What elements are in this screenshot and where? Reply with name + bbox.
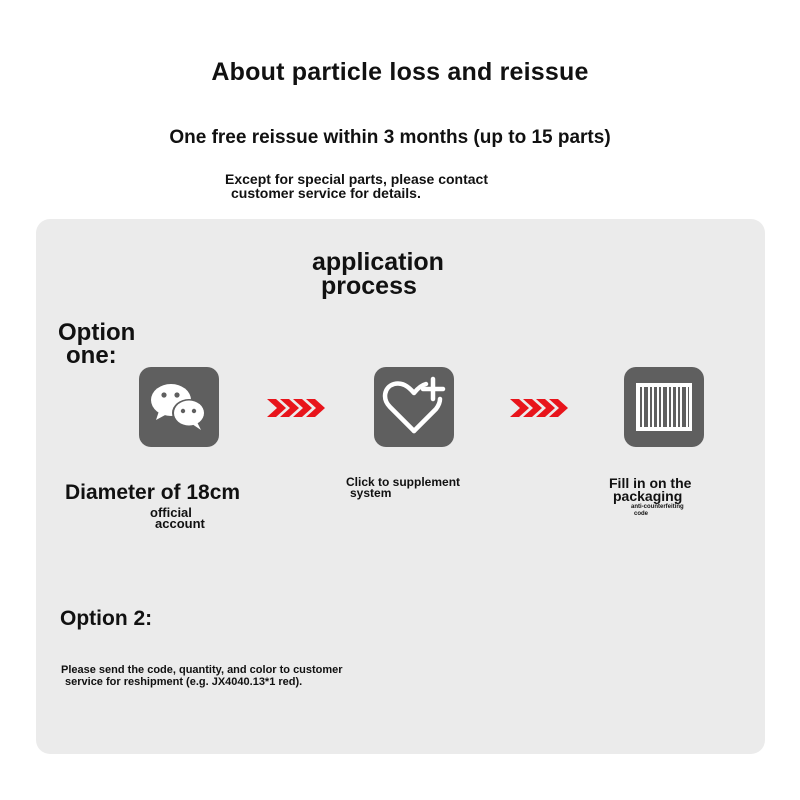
- option-one-heading: [58, 321, 135, 367]
- process-title-line-2: process: [321, 272, 417, 300]
- heart-plus-icon: [374, 367, 454, 447]
- step-3-sublabel-line-1: anti-counterfeiting: [631, 504, 684, 510]
- option-two-line-1: Please send the code, quantity, and color to customer: [61, 664, 343, 676]
- option-one-line-1: Option: [58, 319, 136, 346]
- step-3-label-line-1: Fill in on the: [609, 475, 692, 491]
- step-1-sublabel-line-1: official: [150, 505, 192, 520]
- step-2-label: [346, 477, 460, 499]
- special-parts-note: [225, 172, 585, 200]
- chevron-arrows-icon: [510, 397, 568, 419]
- barcode-icon: [624, 367, 704, 447]
- option-two-line-2: service for reshipment (e.g. JX4040.13*1 red).: [65, 676, 303, 688]
- option-two-heading: Option 2:: [60, 607, 153, 630]
- option-two-description: [61, 664, 343, 688]
- note-line-1: Except for special parts, please contact: [225, 171, 488, 187]
- step-2-label-line-1: Click to supplement: [346, 475, 461, 489]
- step-3-label: [609, 477, 691, 503]
- reissue-policy-heading: One free reissue within 3 months (up to 15 parts): [169, 127, 611, 148]
- step-3-sublabel-line-2: code: [634, 511, 649, 517]
- step-2-label-line-2: system: [350, 486, 392, 500]
- chevron-arrows-icon: [267, 397, 325, 419]
- option-one-line-2: one:: [66, 342, 117, 369]
- note-line-2: customer service for details.: [231, 185, 421, 201]
- wechat-icon: [139, 367, 219, 447]
- step-1-sublabel: [150, 507, 205, 529]
- page-title: About particle loss and reissue: [211, 58, 589, 86]
- process-title: [312, 250, 512, 298]
- step-1-sublabel-line-2: account: [155, 516, 205, 531]
- step-3-label-line-2: packaging: [613, 488, 683, 504]
- process-title-line-1: application: [312, 248, 444, 276]
- step-3-sublabel: [631, 504, 684, 518]
- step-1-label: Diameter of 18cm: [65, 481, 241, 504]
